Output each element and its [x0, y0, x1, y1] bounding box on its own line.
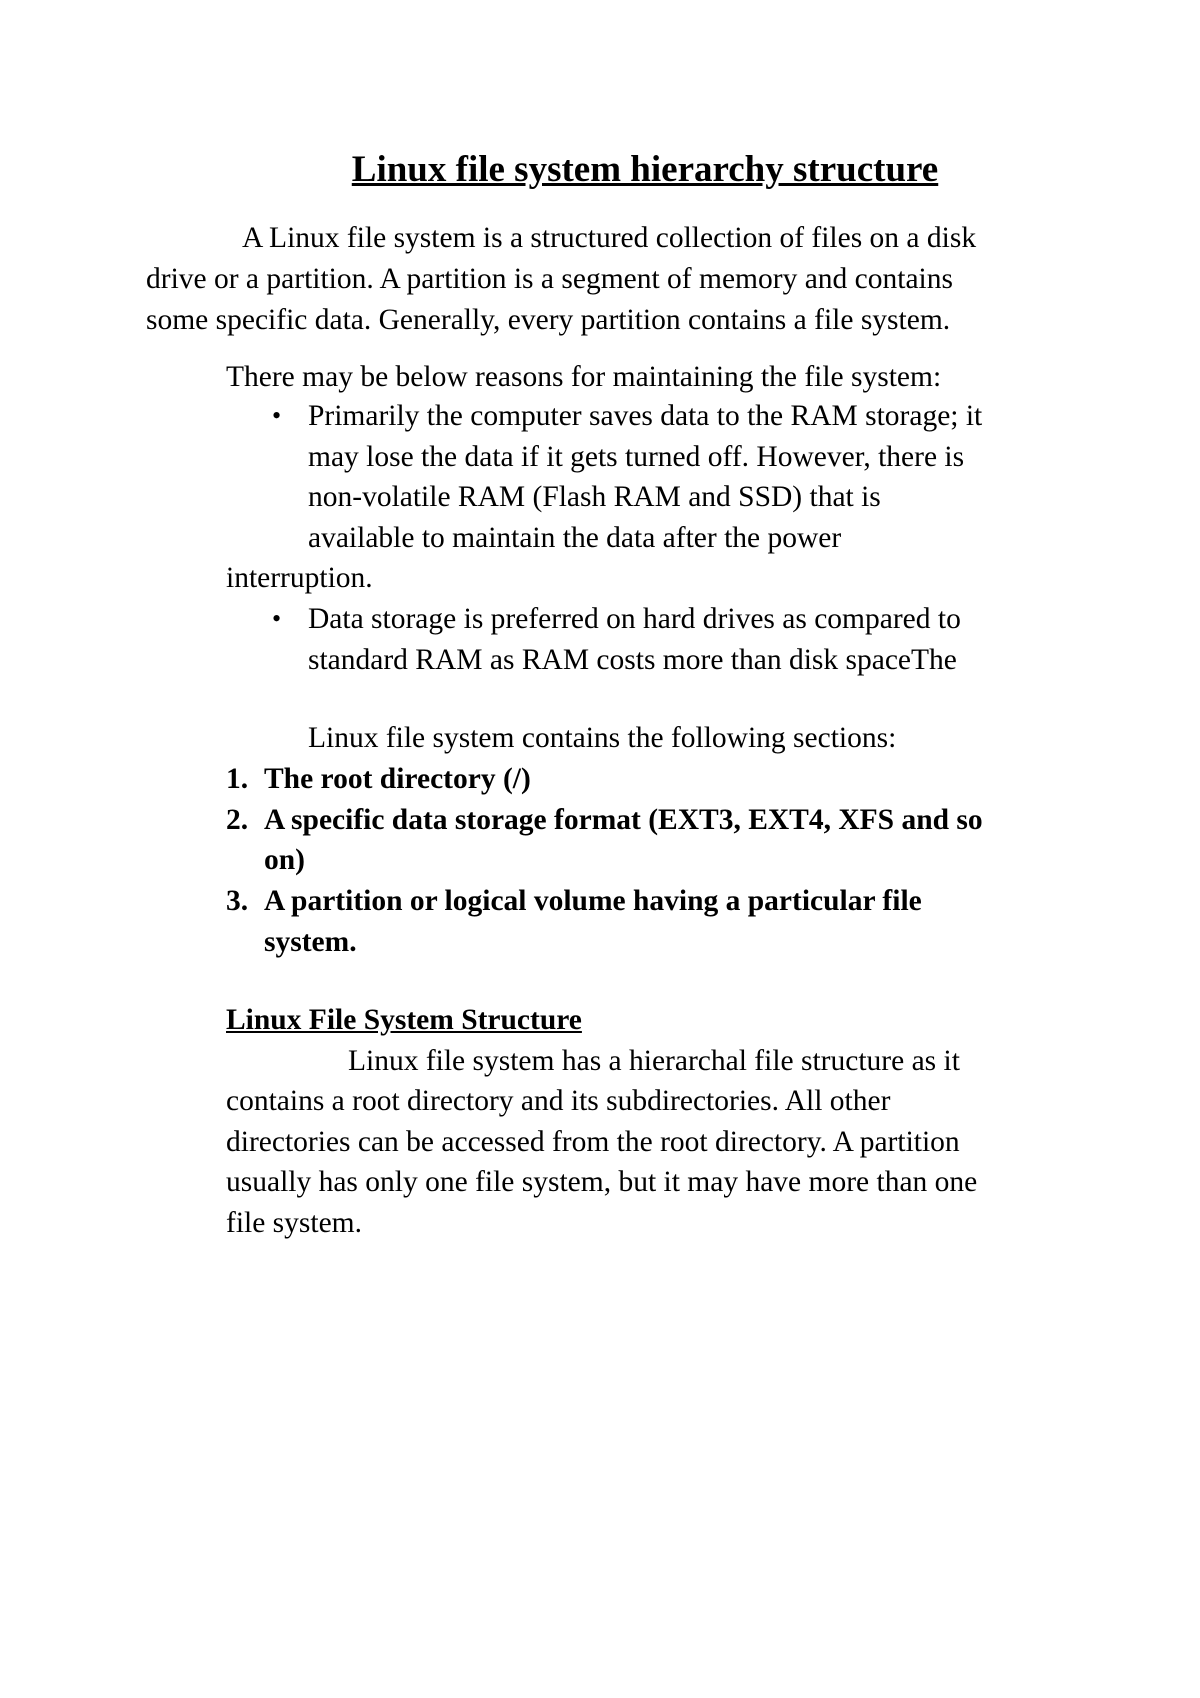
bullet-1-line-5: interruption. — [226, 562, 373, 594]
intro-line-3: some specific data. Generally, every partition contains a file system. — [146, 304, 951, 336]
structure-line-3: directories can be accessed from the root directory. A partition — [226, 1126, 960, 1158]
bullet-1-line-3: non-volatile RAM (Flash RAM and SSD) that is — [308, 481, 881, 513]
section-3-line-1: A partition or logical volume having a particular file — [264, 885, 922, 917]
structure-line-4: usually has only one file system, but it may have more than one — [226, 1166, 978, 1198]
section-3-number: 3. — [226, 885, 249, 917]
bullet-2-glyph: • — [272, 604, 282, 633]
section-2-line-1: A specific data storage format (EXT3, EXT4, XFS and so — [264, 804, 983, 836]
bullet-2-line-2: standard RAM as RAM costs more than disk spaceThe — [308, 644, 957, 676]
structure-line-2: contains a root directory and its subdirectories. All other — [226, 1085, 891, 1117]
document-title: Linux file system hierarchy structure — [351, 149, 939, 190]
section-3-line-2: system. — [264, 926, 357, 958]
section-1-line-1: The root directory (/) — [264, 763, 531, 795]
structure-heading: Linux File System Structure — [226, 1004, 582, 1036]
section-2-line-2: on) — [264, 844, 305, 876]
sections-lead: Linux file system contains the following sections: — [308, 722, 897, 754]
intro-line-1: A Linux file system is a structured collection of files on a disk — [242, 222, 977, 254]
reasons-lead: There may be below reasons for maintaining the file system: — [226, 361, 942, 393]
bullet-2-line-1: Data storage is preferred on hard drives as compared to — [308, 603, 961, 635]
section-2-number: 2. — [226, 804, 249, 836]
bullet-1-line-1: Primarily the computer saves data to the RAM storage; it — [308, 400, 983, 432]
section-1-number: 1. — [226, 763, 249, 795]
bullet-1-glyph: • — [272, 401, 282, 430]
structure-line-1: Linux file system has a hierarchal file structure as it — [348, 1045, 960, 1077]
bullet-1-line-2: may lose the data if it gets turned off. However, there is — [308, 441, 965, 473]
structure-line-5: file system. — [226, 1207, 363, 1239]
bullet-1-line-4: available to maintain the data after the power — [308, 522, 842, 554]
intro-line-2: drive or a partition. A partition is a segment of memory and contains — [146, 263, 953, 295]
